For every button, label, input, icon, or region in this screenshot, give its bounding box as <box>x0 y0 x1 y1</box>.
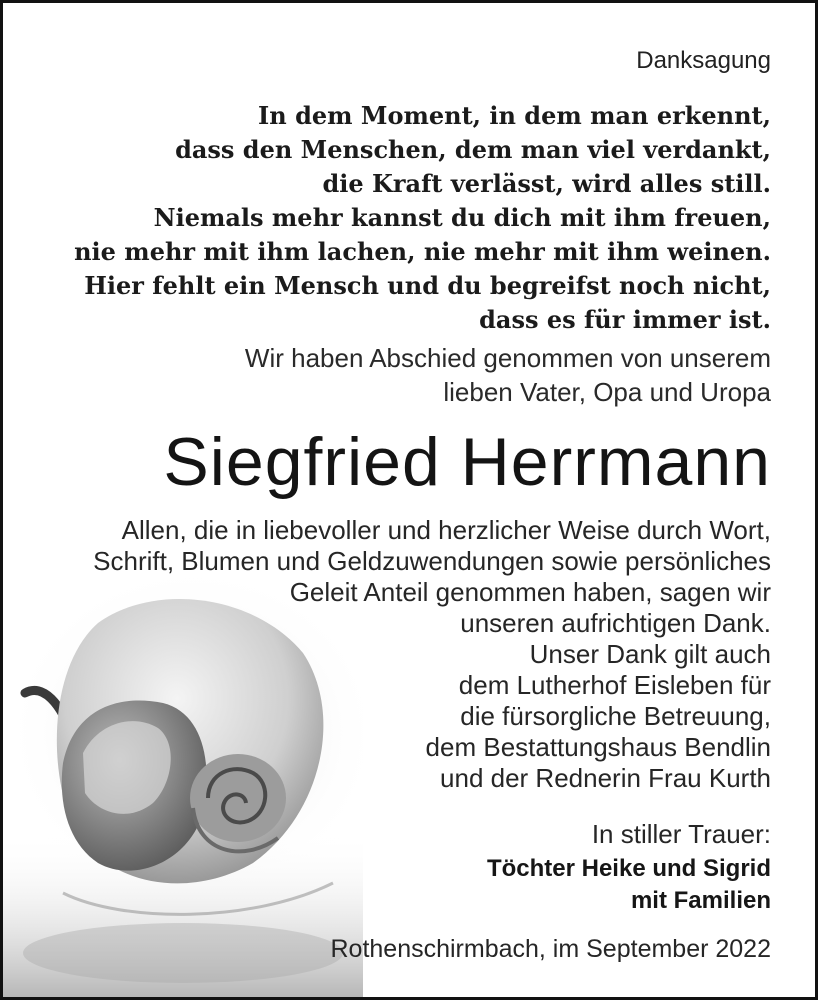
poem-line: nie mehr mit ihm lachen, nie mehr mit ihm weinen. <box>74 237 771 266</box>
poem-line: die Kraft verlässt, wird alles still. <box>322 169 771 198</box>
thanks-line: unseren aufrichtigen Dank. <box>460 608 771 638</box>
poem-line: In dem Moment, in dem man erkennt, <box>258 101 771 130</box>
thanks-line: Geleit Anteil genommen haben, sagen wir <box>289 577 771 607</box>
thanks-line: Schrift, Blumen und Geldzuwendungen sowie persönliches <box>93 546 771 576</box>
thanks-line: Unser Dank gilt auch <box>529 639 771 669</box>
heading-danksagung: Danksagung <box>636 47 771 74</box>
mourners-line: Töchter Heike und Sigrid <box>486 855 771 882</box>
poem-line: Niemals mehr kannst du dich mit ihm freuen, <box>153 203 771 232</box>
intro-line: lieben Vater, Opa und Uropa <box>443 377 771 407</box>
deceased-name: Siegfried Herrmann <box>163 424 771 500</box>
thanks-line: Allen, die in liebevoller und herzlicher Weise durch Wort, <box>121 515 771 545</box>
place-date: Rothenschirmbach, im September 2022 <box>330 935 771 963</box>
mourners-line: mit Familien <box>630 887 771 914</box>
intro-line: Wir haben Abschied genommen von unserem <box>244 343 771 373</box>
thanks-line: und der Rednerin Frau Kurth <box>440 763 771 793</box>
mourning-label: In stiller Trauer: <box>591 819 771 849</box>
thanks-text <box>31 515 771 794</box>
poem-line: dass es für immer ist. <box>479 305 771 334</box>
poem-line: dass den Menschen, dem man viel verdankt, <box>175 135 771 164</box>
thanks-line: dem Bestattungshaus Bendlin <box>425 732 771 762</box>
poem <box>74 99 771 337</box>
poem-line: Hier fehlt ein Mensch und du begreifst noch nicht, <box>84 271 771 300</box>
mourners <box>487 853 771 917</box>
thanks-line: dem Lutherhof Eisleben für <box>458 670 771 700</box>
thanks-line: die fürsorgliche Betreuung, <box>460 701 771 731</box>
intro-text <box>245 341 771 409</box>
